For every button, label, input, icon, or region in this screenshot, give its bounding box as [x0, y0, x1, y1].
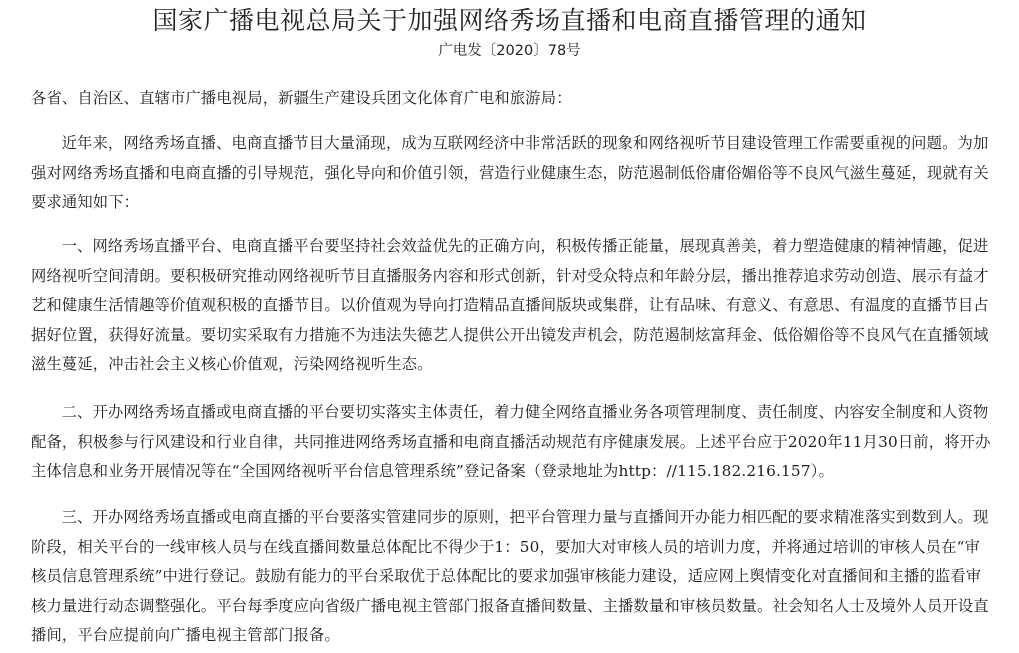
- paragraph-section-2: 二、开办网络秀场直播或电商直播的平台要切实落实主体责任，着力健全网络直播业务各项管理制度、责任制度、内容安全制度和人资物配备，积极参与行风建设和行业自律，共同推进网络秀场直播和电商直播活动规范有序健康发展。上述平台应于2020年11月30日前，将开办主体信息和业务开展情况等在“全国网络视听平台信息管理系统”登记备案（登录地址为http：//115.182.216.157）。: [31, 403, 991, 480]
- document-number: 广电发〔2020〕78号: [438, 43, 581, 59]
- paragraph-section-1: 一、网络秀场直播平台、电商直播平台要坚持社会效益优先的正确方向，积极传播正能量，展现真善美，着力塑造健康的精神情趣，促进网络视听空间清朗。要积极研究推动网络视听节目直播服务内容和形式创新，针对受众特点和年龄分层，播出推荐追求劳动创造、展示有益才艺和健康生活情趣等价值观积极的直播节目。以价值观为导向打造精品直播间版块或集群，让有品味、有意义、有意思、有温度的直播节目占据好位置，获得好流量。要切实采取有力措施不为违法失德艺人提供公开出镜发声机会，防范遏制炫富拜金、低俗媚俗等不良风气在直播领域滋生蔓延，冲击社会主义核心价值观，污染网络视听生态。: [31, 237, 989, 373]
- paragraph-section-3: 三、开办网络秀场直播或电商直播的平台要落实管建同步的原则，把平台管理力量与直播间开办能力相匹配的要求精准落实到数到人。现阶段，相关平台的一线审核人员与在线直播间数量总体配比不得少于1：50，要加大对审核人员的培训力度，并将通过培训的审核人员在“审核员信息管理系统”中进行登记。鼓励有能力的平台采取优于总体配比的要求加强审核能力建设，适应网上舆情变化对直播间和主播的监看审核力量进行动态调整强化。平台每季度应向省级广播电视主管部门报备直播间数量、主播数量和审核员数量。社会知名人士及境外人员开设直播间，平台应提前向广播电视主管部门报备。: [31, 508, 989, 644]
- paragraph-intro: 近年来，网络秀场直播、电商直播节目大量涌现，成为互联网经济中非常活跃的现象和网络视听节目建设管理工作需要重视的问题。为加强对网络秀场直播和电商直播的引导规范，强化导向和价值引领，营造行业健康生态，防范遏制低俗庸俗媚俗等不良风气滋生蔓延，现就有关要求通知如下：: [31, 134, 989, 211]
- document-title: 国家广播电视总局关于加强网络秀场直播和电商直播管理的通知: [152, 6, 867, 35]
- addressee: 各省、自治区、直辖市广播电视局，新疆生产建设兵团文化体育广电和旅游局：: [31, 89, 572, 107]
